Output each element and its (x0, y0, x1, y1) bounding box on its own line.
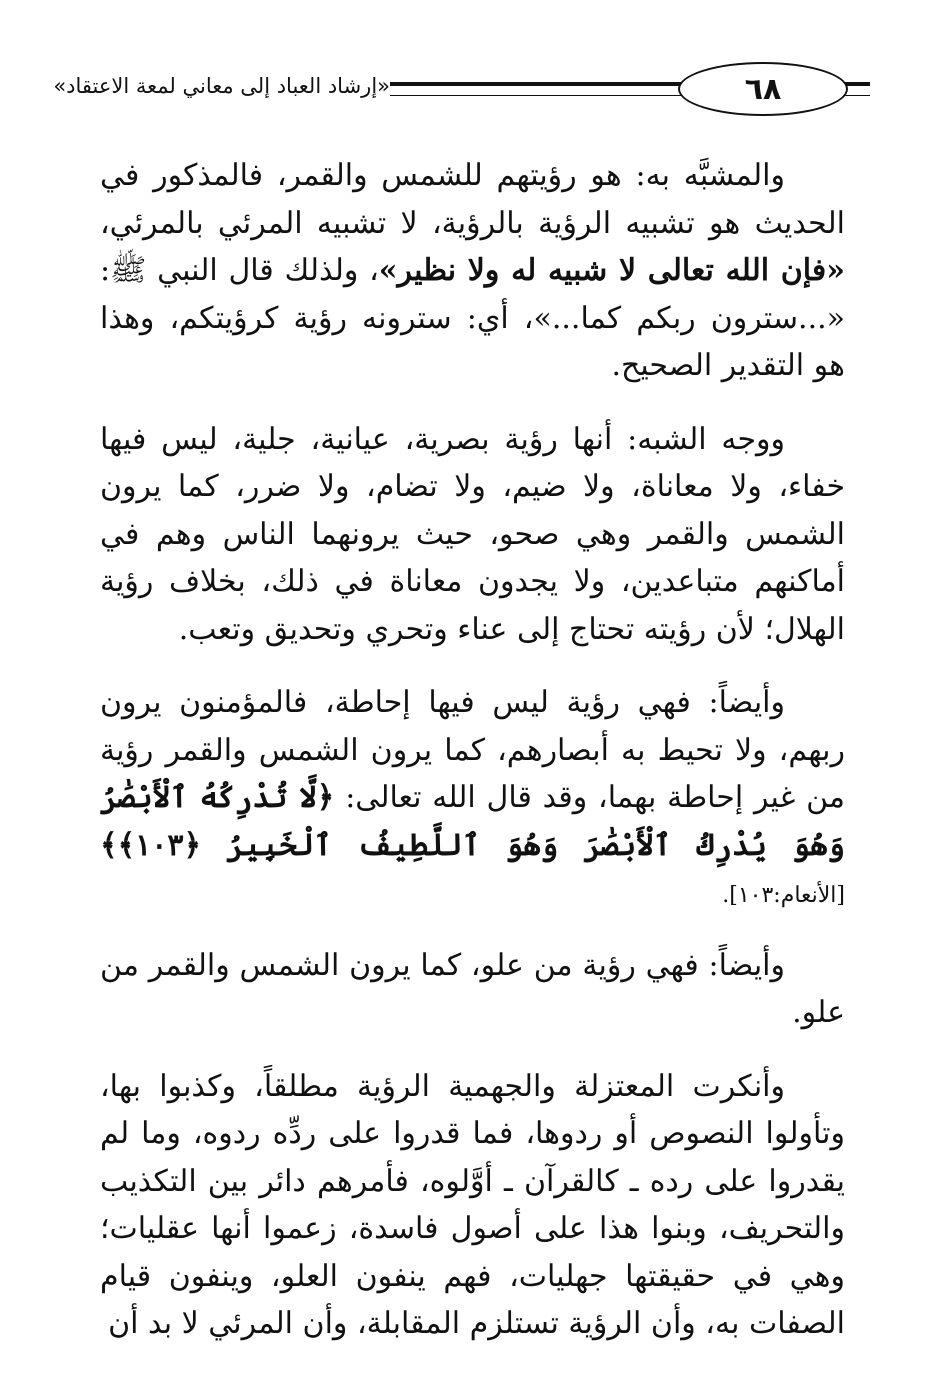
paragraph-1-text-b: ، ولذلك قال النبي ﷺ: «...سترون ربكم كما...»، أي: سترونه رؤية كرؤيتكم، وهذا هو التقدير الصحيح. (100, 253, 845, 383)
page-body (100, 152, 845, 1374)
page-header (53, 60, 870, 122)
page-number: ٦٨ (678, 62, 848, 116)
quran-verse: ﴿لَّا تُدْرِكُهُ ٱلْأَبْصَٰرُ وَهُوَ يُدْرِكُ ٱلْأَبْصَٰرَ وَهُوَ ٱللَّطِيفُ ٱلْخَبِيرُ ﴿١٠٣﴾﴾ (100, 780, 845, 863)
paragraph-5: وأنكرت المعتزلة والجهمية الرؤية مطلقاً، وكذبوا بها، وتأولوا النصوص أو ردوها، فما قدروا على ردِّه ردوه، وما لم يقدروا على رده ـ كالقرآن ـ أوَّلوه، فأمرهم دائر بين التكذيب والتحريف، وبنوا هذا على أصول فاسدة، زعموا أنها عقليات؛ وهي في حقيقتها جهليات، فهم ينفون العلو، وينفون قيام الصفات به، وأن الرؤية تستلزم المقابلة، وأن المرئي لا بد أن (100, 1068, 845, 1341)
paragraph-1-text-a: والمشبَّه به: هو رؤيتهم للشمس والقمر، فالمذكور في الحديث هو تشبيه الرؤية بالرؤية، لا تشبيه المرئي بالمرئي، (100, 158, 845, 241)
paragraph-3-text: وأيضاً: فهي رؤية ليس فيها إحاطة، فالمؤمنون يرون ربهم، ولا تحيط به أبصارهم، كما يرون الشمس والقمر رؤية من غير إحاطة بهما، وقد قال الله تعالى: (100, 685, 845, 815)
paragraph-1 (100, 152, 845, 390)
running-title: «إرشاد العباد إلى معاني لمعة الاعتقاد» (53, 74, 390, 98)
paragraph-2: ووجه الشبه: أنها رؤية بصرية، عيانية، جلية، ليس فيها خفاء، ولا معاناة، ولا ضيم، ولا تضام، ولا ضرر، كما يرون الشمس والقمر وهي صحو، حيث يرونهما الناس وهم في أماكنهم متباعدين، ولا يجدون معاناة في ذلك، بخلاف رؤية الهلال؛ لأن رؤيته تحتاج إلى عناء وتحري وتحديق وتعب. (100, 421, 845, 647)
bold-quote: «فإن الله تعالى لا شبيه له ولا نظير» (378, 253, 846, 288)
paragraph-4: وأيضاً: فهي رؤية من علو، كما يرون الشمس والقمر من علو. (100, 947, 845, 1030)
verse-reference: [الأنعام:١٠٣]. (722, 883, 845, 908)
paragraph-3 (100, 679, 845, 920)
